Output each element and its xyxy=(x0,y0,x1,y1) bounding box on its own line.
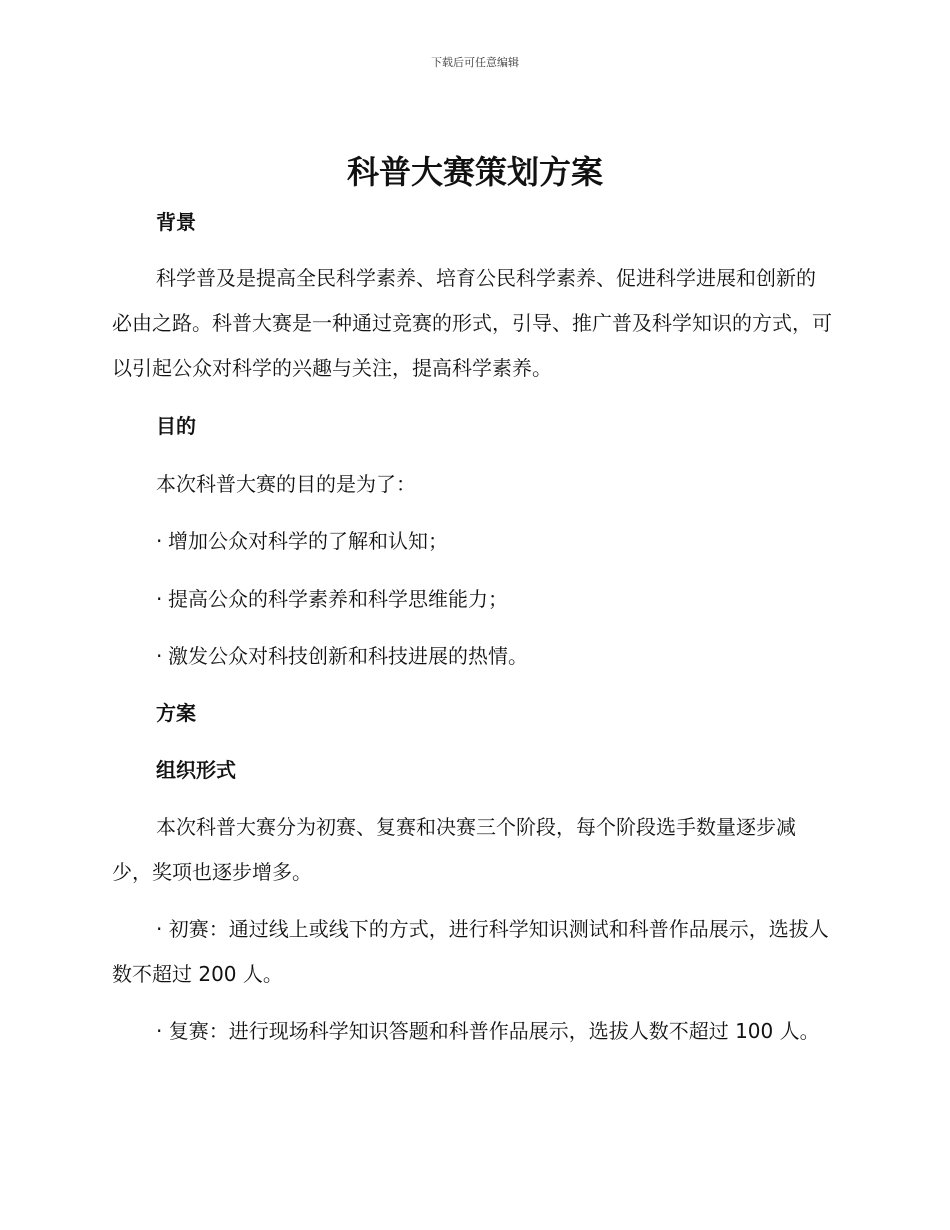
purpose-bullet-1 xyxy=(156,527,448,555)
purpose-bullet-text: 增加公众对科学的了解和认知； xyxy=(168,529,448,553)
document-title: 科普大赛策划方案 xyxy=(346,153,603,191)
heading-background: 背景 xyxy=(156,210,196,234)
purpose-bullet-text: 提高公众的科学素养和科学思维能力； xyxy=(168,587,508,611)
header-note: 下载后可任意编辑 xyxy=(431,56,519,69)
paragraph-background: 科学普及是提高全民科学素养、培育公民科学素养、促进科学进展和创新的必由之路。科普大赛是一种通过竞赛的形式，引导、推广普及科学知识的方式，可以引起公众对科学的兴趣与关注，提高科学素养。 xyxy=(112,266,832,380)
stage-semifinal: · 复赛：进行现场科学知识答题和科普作品展示，选拔人数不超过 100 人。 xyxy=(156,1019,820,1043)
purpose-bullet-3 xyxy=(156,642,528,670)
heading-plan: 方案 xyxy=(156,701,196,725)
purpose-bullet-2 xyxy=(156,585,508,613)
bullet-dot: · xyxy=(156,587,163,611)
heading-purpose: 目的 xyxy=(156,414,196,438)
purpose-bullet-text: 激发公众对科技创新和科技进展的热情。 xyxy=(168,644,528,668)
purpose-intro: 本次科普大赛的目的是为了： xyxy=(156,472,416,496)
heading-organization-form: 组织形式 xyxy=(156,758,236,782)
bullet-dot: · xyxy=(156,529,163,553)
stage-preliminary: · 初赛：通过线上或线下的方式，进行科学知识测试和科普作品展示，选拔人数不超过 200 人。 xyxy=(112,917,829,986)
bullet-dot: · xyxy=(156,644,163,668)
paragraph-organization: 本次科普大赛分为初赛、复赛和决赛三个阶段，每个阶段选手数量逐步减少，奖项也逐步增多。 xyxy=(112,815,796,884)
